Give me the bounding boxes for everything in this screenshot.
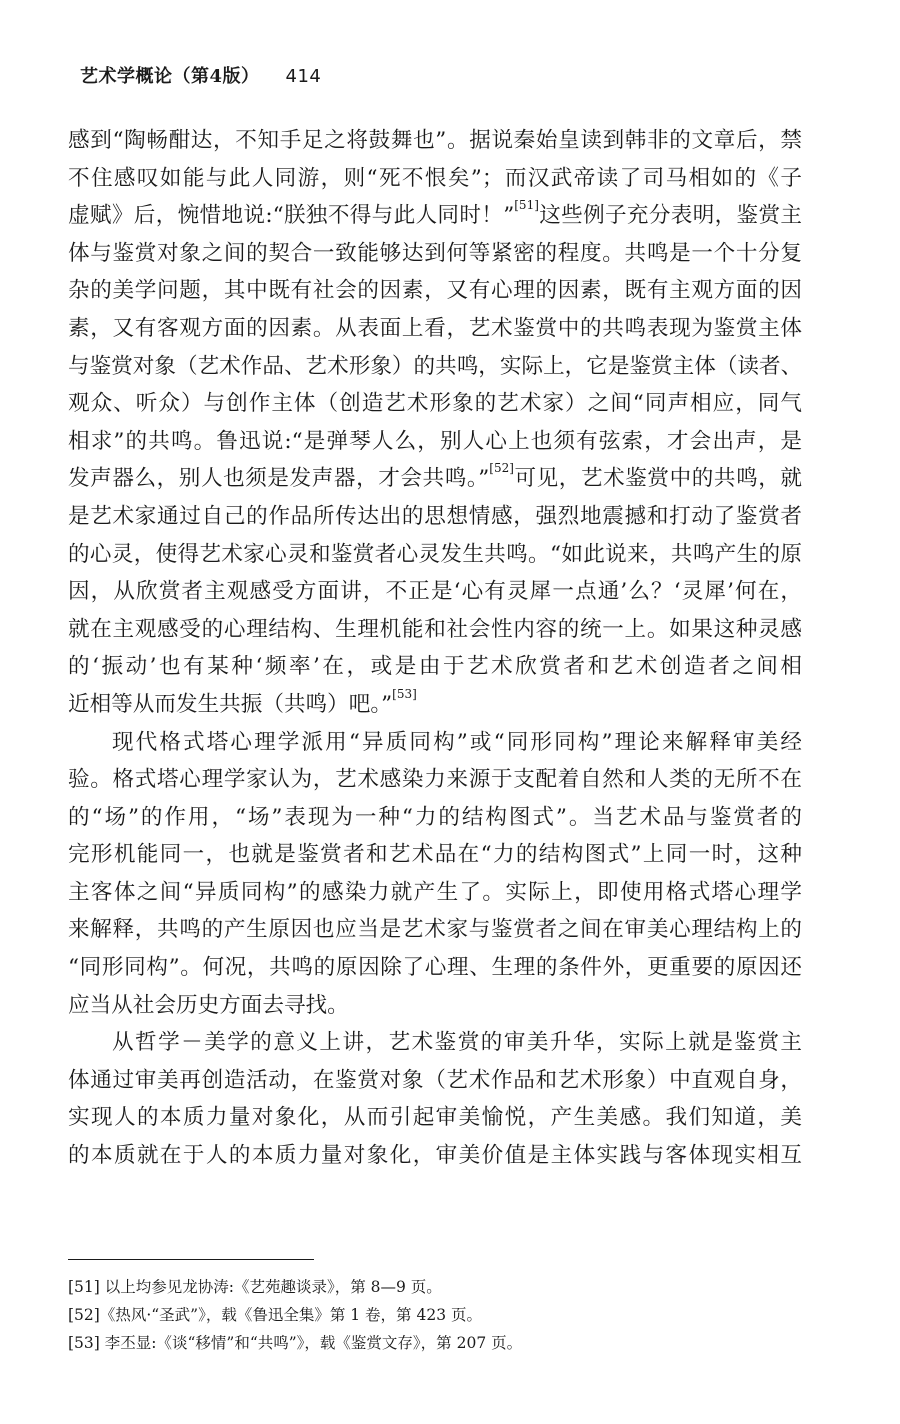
text-line: 从哲学－美学的意义上讲，艺术鉴赏的审美升华，实际上就是鉴赏主 xyxy=(112,1030,802,1056)
text-line: 虚赋》后，惋惜地说:“朕独不得与此人同时！”[51]这些例子充分表明，鉴赏主 xyxy=(68,198,802,229)
text-line: 近相等从而发生共振（共鸣）吧。”[53] xyxy=(68,686,417,717)
text-line: 主客体之间“异质同构”的感染力就产生了。实际上，即使用格式塔心理学 xyxy=(68,879,802,905)
text-line: 杂的美学问题，其中既有社会的因素，又有心理的因素，既有主观方面的因 xyxy=(68,278,802,304)
text-line: 的本质就在于人的本质力量对象化，审美价值是主体实践与客体现实相互 xyxy=(68,1143,802,1169)
footnote-ref-51: [51] xyxy=(514,198,539,213)
text-line: 发声器么，别人也须是发声器，才会共鸣。”[52]可见，艺术鉴赏中的共鸣，就 xyxy=(68,461,802,492)
text-line: 体与鉴赏对象之间的契合一致能够达到何等紧密的程度。共鸣是一个十分复 xyxy=(68,240,802,266)
text-line: 验。格式塔心理学家认为，艺术感染力来源于支配着自然和人类的无所不在 xyxy=(68,767,802,793)
text-line: 的“场”的作用，“场”表现为一种“力的结构图式”。当艺术品与鉴赏者的 xyxy=(68,804,802,830)
text-line: 相求”的共鸣。鲁迅说:“是弹琴人么，别人心上也须有弦索，才会出声，是 xyxy=(68,428,802,454)
text-line: 的心灵，使得艺术家心灵和鉴赏者心灵发生共鸣。“如此说来，共鸣产生的原 xyxy=(68,541,802,567)
text-line: 实现人的本质力量对象化，从而引起审美愉悦，产生美感。我们知道，美 xyxy=(68,1105,802,1131)
text-line: 的‘振动’也有某种‘频率’在，或是由于艺术欣赏者和艺术创造者之间相 xyxy=(68,654,802,680)
footnote-ref-52: [52] xyxy=(489,461,514,476)
footnotes xyxy=(68,1273,802,1357)
text-line: 完形机能同一，也就是鉴赏者和艺术品在“力的结构图式”上同一时，这种 xyxy=(68,842,802,868)
book-title: 艺术学概论（第4版） xyxy=(80,66,260,87)
text-line: 现代格式塔心理学派用“异质同构”或“同形同构”理论来解释审美经 xyxy=(112,729,802,755)
footnote-ref-53: [53] xyxy=(392,686,417,701)
footnote-53: [53] 李丕显:《谈“移情”和“共鸣”》，载《鉴赏文存》，第 207 页。 xyxy=(68,1334,523,1352)
text-line: 体通过审美再创造活动，在鉴赏对象（艺术作品和艺术形象）中直观自身， xyxy=(68,1067,802,1093)
text-line: 不住感叹如能与此人同游，则“死不恨矣”；而汉武帝读了司马相如的《子 xyxy=(68,165,802,191)
text-line: 观众、听众）与创作主体（创造艺术形象的艺术家）之间“同声相应，同气 xyxy=(68,391,802,417)
text-line: “同形同构”。何况，共鸣的原因除了心理、生理的条件外，更重要的原因还 xyxy=(68,955,802,981)
running-header xyxy=(80,62,321,88)
text-line: 感到“陶畅酣达，不知手足之将鼓舞也”。据说秦始皇读到韩非的文章后，禁 xyxy=(68,128,802,153)
text-line: 应当从社会历史方面去寻找。 xyxy=(68,992,349,1018)
text-line: 因，从欣赏者主观感受方面讲，不正是‘心有灵犀一点通’么？‘灵犀’何在， xyxy=(68,579,802,605)
text-line: 与鉴赏对象（艺术作品、艺术形象）的共鸣，实际上，它是鉴赏主体（读者、 xyxy=(68,353,803,379)
text-line: 来解释，共鸣的产生原因也应当是艺术家与鉴赏者之间在审美心理结构上的 xyxy=(68,917,802,943)
text-line: 素，又有客观方面的因素。从表面上看，艺术鉴赏中的共鸣表现为鉴赏主体 xyxy=(68,315,802,341)
page-number: 414 xyxy=(285,66,322,87)
body-text xyxy=(68,122,802,1175)
text-line: 就在主观感受的心理结构、生理机能和社会性内容的统一上。如果这种灵感 xyxy=(68,616,802,642)
footnote-51: [51] 以上均参见龙协涛:《艺苑趣谈录》，第 8—9 页。 xyxy=(68,1278,442,1296)
footnote-52: [52]《热风·“圣武”》，载《鲁迅全集》第 1 卷，第 423 页。 xyxy=(68,1306,482,1324)
footnote-divider xyxy=(68,1259,314,1260)
text-line: 是艺术家通过自己的作品所传达出的思想情感，强烈地震撼和打动了鉴赏者 xyxy=(68,503,802,529)
